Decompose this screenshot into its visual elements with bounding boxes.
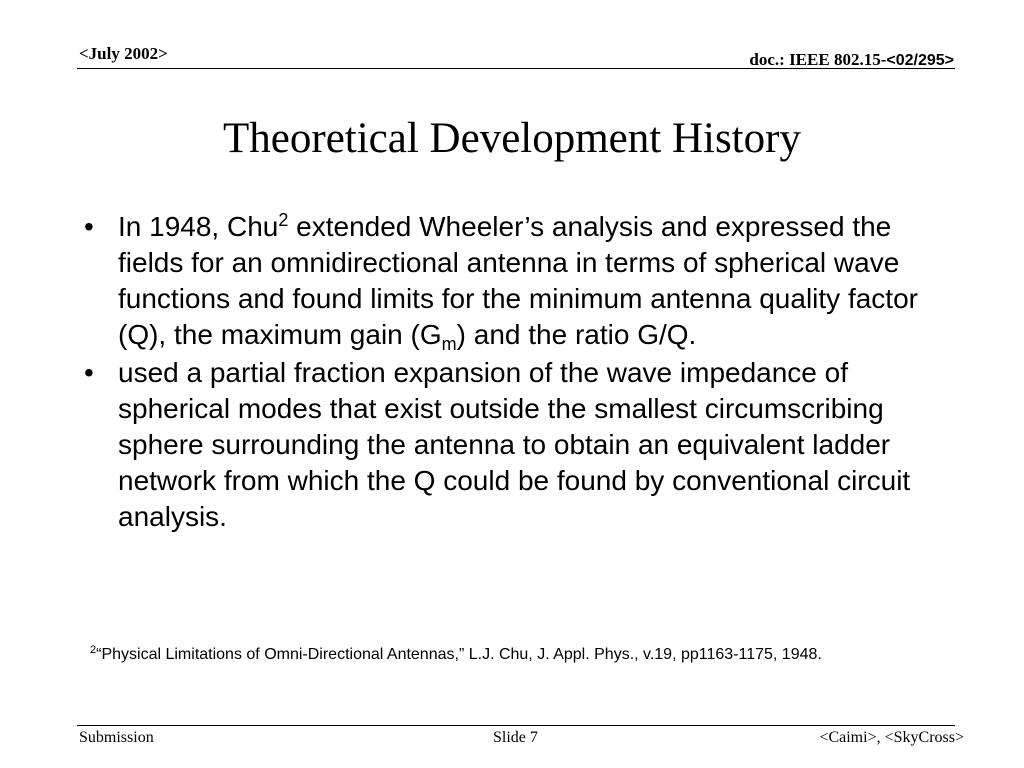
bullet-text-part: In 1948, Chu (118, 211, 279, 242)
bullet-marker: • (84, 211, 94, 242)
slide-title: Theoretical Development History (223, 115, 801, 162)
bullet-text-part: ) and the ratio G/Q. (456, 319, 697, 350)
footnote-reference: 2 (278, 210, 289, 230)
header-doc-prefix: doc.: IEEE 802.15- (749, 50, 887, 69)
bullet-item (78, 209, 958, 353)
header-date: <July 2002> (79, 44, 168, 63)
footer-rule (77, 725, 955, 726)
bullet-list (78, 209, 958, 537)
bullet-text: used a partial fraction expansion of the wave impedance of spherical modes that exist outside the smallest circumscribing sphere surrounding the antenna to obtain an equivalent ladder network from which the Q could be found by conventional circuit analysis. (118, 357, 911, 532)
header-rule (77, 68, 955, 69)
footnote (90, 642, 948, 667)
footer-authors: <Caimi>, <SkyCross> (819, 729, 964, 746)
footer-submission: Submission (79, 729, 154, 746)
bullet-marker: • (84, 357, 94, 388)
bullet-text-part: extended Wheeler’s analysis and expressed the fields for an omnidirectional antenna in terms of spherical wave functions and found limits for the minimum antenna quality factor (Q), the maximum gain (G (118, 211, 918, 350)
bullet-item (78, 355, 958, 535)
header-doc-id (749, 50, 954, 70)
header-doc-number: <02/295> (886, 52, 954, 69)
footer-slide-number: Slide 7 (493, 729, 538, 746)
subscript: m (441, 334, 457, 354)
footnote-number: 2 (90, 644, 97, 656)
footnote-text: “Physical Limitations of Omni-Directional Antennas,” L.J. Chu, J. Appl. Phys., v.19, pp1163-1175, 1948. (96, 646, 822, 663)
